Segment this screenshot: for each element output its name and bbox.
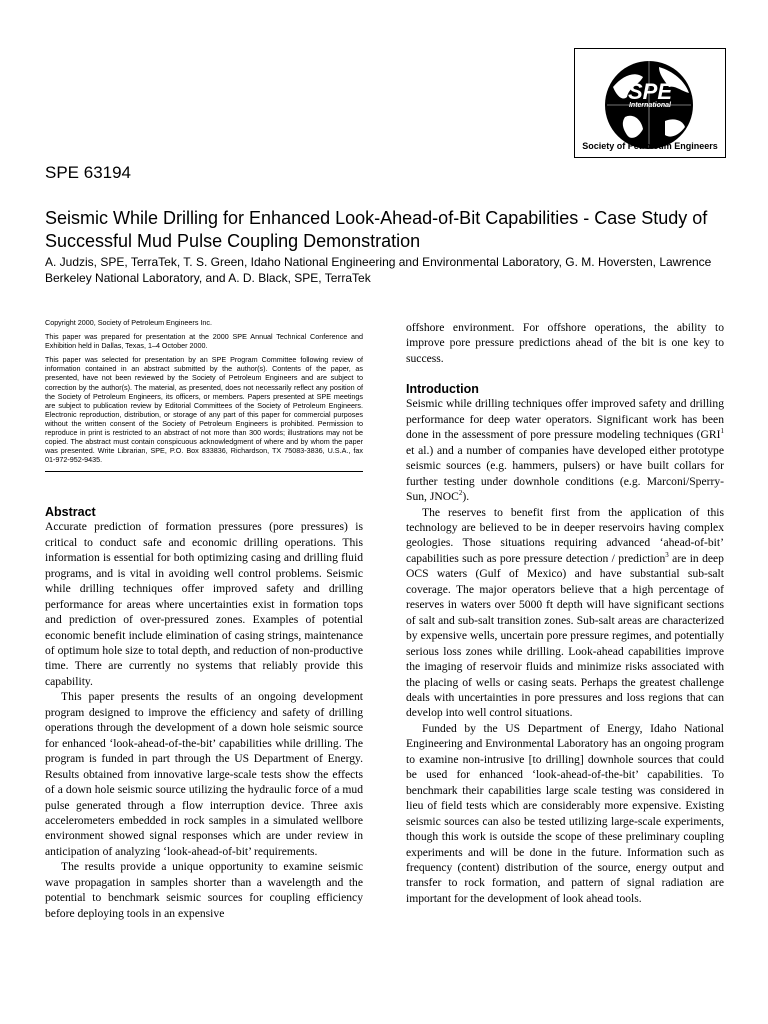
spe-logo-letters: SPE: [627, 79, 673, 104]
author-list: A. Judzis, SPE, TerraTek, T. S. Green, Idaho National Engineering and Environmental Laboratory, G. M. Hoversten, Lawrence Berkeley National Laboratory, and A. D. Black, SPE, TerraTek: [45, 255, 712, 285]
copyright-divider: [45, 471, 363, 472]
spe-logo: [574, 48, 726, 158]
intro-paragraph: Funded by the US Department of Energy, Idaho National Engineering and Environmental Laboratory has an ongoing program to examine non-intrusive [to drilling] downhole sources that could be used for enhanced ‘look-ahead-of-the-bit’ capabilities. To benchmark their capabilities large scale testing was considered in lieu of field tests which are considerably more expensive. Existing seismic sources can also be tested utilizing large-scale experiments, though this work is outside the scope of these preliminary coupling experiments and will be done in the future. Information such as frequency (content) distribution of the source, energy output and transfer to rock formation, and pattern of signal radiation are important for the development of look ahead tools.: [406, 721, 724, 905]
spe-logo-subtitle: International: [628, 102, 671, 109]
review-disclaimer: This paper was selected for presentation by an SPE Program Committee following review of information contained in an abstract submitted by the author(s). Contents of the paper, as presented, have not been reviewed by the Society of Petroleum Engineers and are subject to correction by the author(s). The material, as presented, does not necessarily reflect any position of the Society of Petroleum Engineers, its officers, or members. Papers presented at SPE meetings are subject to publication review by Editorial Committees of the Society of Petroleum Engineers. Electronic reproduction, distribution, or storage of any part of this paper for commercial purposes without the written consent of the Society of Petroleum Engineers is prohibited. Permission to reproduce in print is restricted to an abstract of not more than 300 words; illustrations may not be copied. The abstract must contain conspicuous acknowledgment of where and by whom the paper was presented. Write Librarian, SPE, P.O. Box 833836, Richardson, TX 75083-3836, U.S.A., fax 01-972-952-9435.: [45, 355, 363, 465]
paper-title: Seismic While Drilling for Enhanced Look-Ahead-of-Bit Capabilities - Case Study of Successful Mud Pulse Coupling Demonstration: [45, 208, 708, 251]
paper-number: SPE 63194: [45, 163, 132, 182]
reference-marker: 3: [665, 551, 669, 560]
abstract-heading: Abstract: [45, 505, 96, 520]
introduction-body: [406, 396, 724, 906]
society-name: Society of Petroleum Engineers: [582, 141, 718, 151]
abstract-paragraph: This paper presents the results of an ongoing development program designed to improve the efficiency and safety of drilling operations through the development of a down hole seismic source for enhanced ‘look-ahead-of-the-bit’ capabilities while drilling. The program is funded in part through the US Department of Energy. Results obtained from innovative large-scale tests show the effects of a down hole seismic source utilizing the hydraulic force of a mud pulse generated through a flow interruption device. Three axis accelerometers embedded in rock samples in a simulated wellbore environment showed signal responses which are under review in anticipation of analyzing ‘look-ahead-of-bit’ requirements.: [45, 690, 363, 858]
intro-paragraph: Seismic while drilling techniques offer improved safety and drilling performance for deep water operators. Significant work has been done in the assessment of pore pressure modeling techniques (GRI$^1$ et al.) and a number of companies have developed either prototype seismic sources (e.g. hammers, pulsers) or have built collars for further testing under downhole conditions (e.g. Marconi/Sperry-Sun, JNOC$^2$).: [406, 397, 724, 504]
right-column: [406, 320, 724, 906]
continued-paragraph: offshore environment. For offshore operations, the ability to improve pore pressure predictions ahead of the bit is one key to success.: [406, 321, 724, 365]
conference-note: This paper was prepared for presentation at the 2000 SPE Annual Technical Conference and Exhibition held in Dallas, Texas, 1–4 October 2000.: [45, 332, 363, 351]
reference-marker: 2: [458, 489, 463, 498]
left-column: [45, 318, 363, 921]
abstract-paragraph: The results provide a unique opportunity to examine seismic wave propagation in samples shorter than a wavelength and the potential to benchmark seismic sources for coupling efficiency before deploying tools in an expensive: [45, 860, 363, 920]
continued-text: [406, 320, 724, 366]
copyright-notice: [45, 318, 363, 464]
introduction-heading: Introduction: [406, 382, 479, 397]
reference-marker: 1: [720, 427, 724, 436]
abstract-paragraph: Accurate prediction of formation pressures (pore pressures) is critical to conduct safe and economic drilling operations. This information is essential for both optimizing casing and drilling fluid programs, and is vital in avoiding well control problems. Seismic while drilling techniques offer improved safety and drilling performance for areas where uncertainties exist in formation tops and prediction of over-pressured zones. Examples of potential economic benefit include elimination of casing strings, maintenance of optimum hole size to total depth, and reduction of non-productive time. There are currently no systems that reliably provide this capability.: [45, 520, 363, 688]
copyright-line: Copyright 2000, Society of Petroleum Engineers Inc.: [45, 318, 213, 327]
intro-paragraph: The reserves to benefit first from the application of this technology are believed to be in deeper reservoirs having complex geologies. Those situations requiring advanced ‘ahead-of-bit’ capabilities such as pore pressure detection / prediction$^3$ are in deep OCS waters (Gulf of Mexico) and have substantial sub-salt coverage. The major operators believe that a high percentage of reserves in waters over 5000 ft depth will have significant sections of salt and sub-salt transition zones. Sub-salt areas are characterized by expensive wells, uncertain pore pressure regimes, and potentially serious loss zones while drilling. Look-ahead capabilities improve the imaging of reservoir fluids and minimize risks associated with the placing of wells or casing seats. Perhaps the greatest challenge deals with uncertainties in pore pressures and loss regions that can develop into well control situations.: [406, 505, 724, 720]
abstract-body: [45, 519, 363, 921]
